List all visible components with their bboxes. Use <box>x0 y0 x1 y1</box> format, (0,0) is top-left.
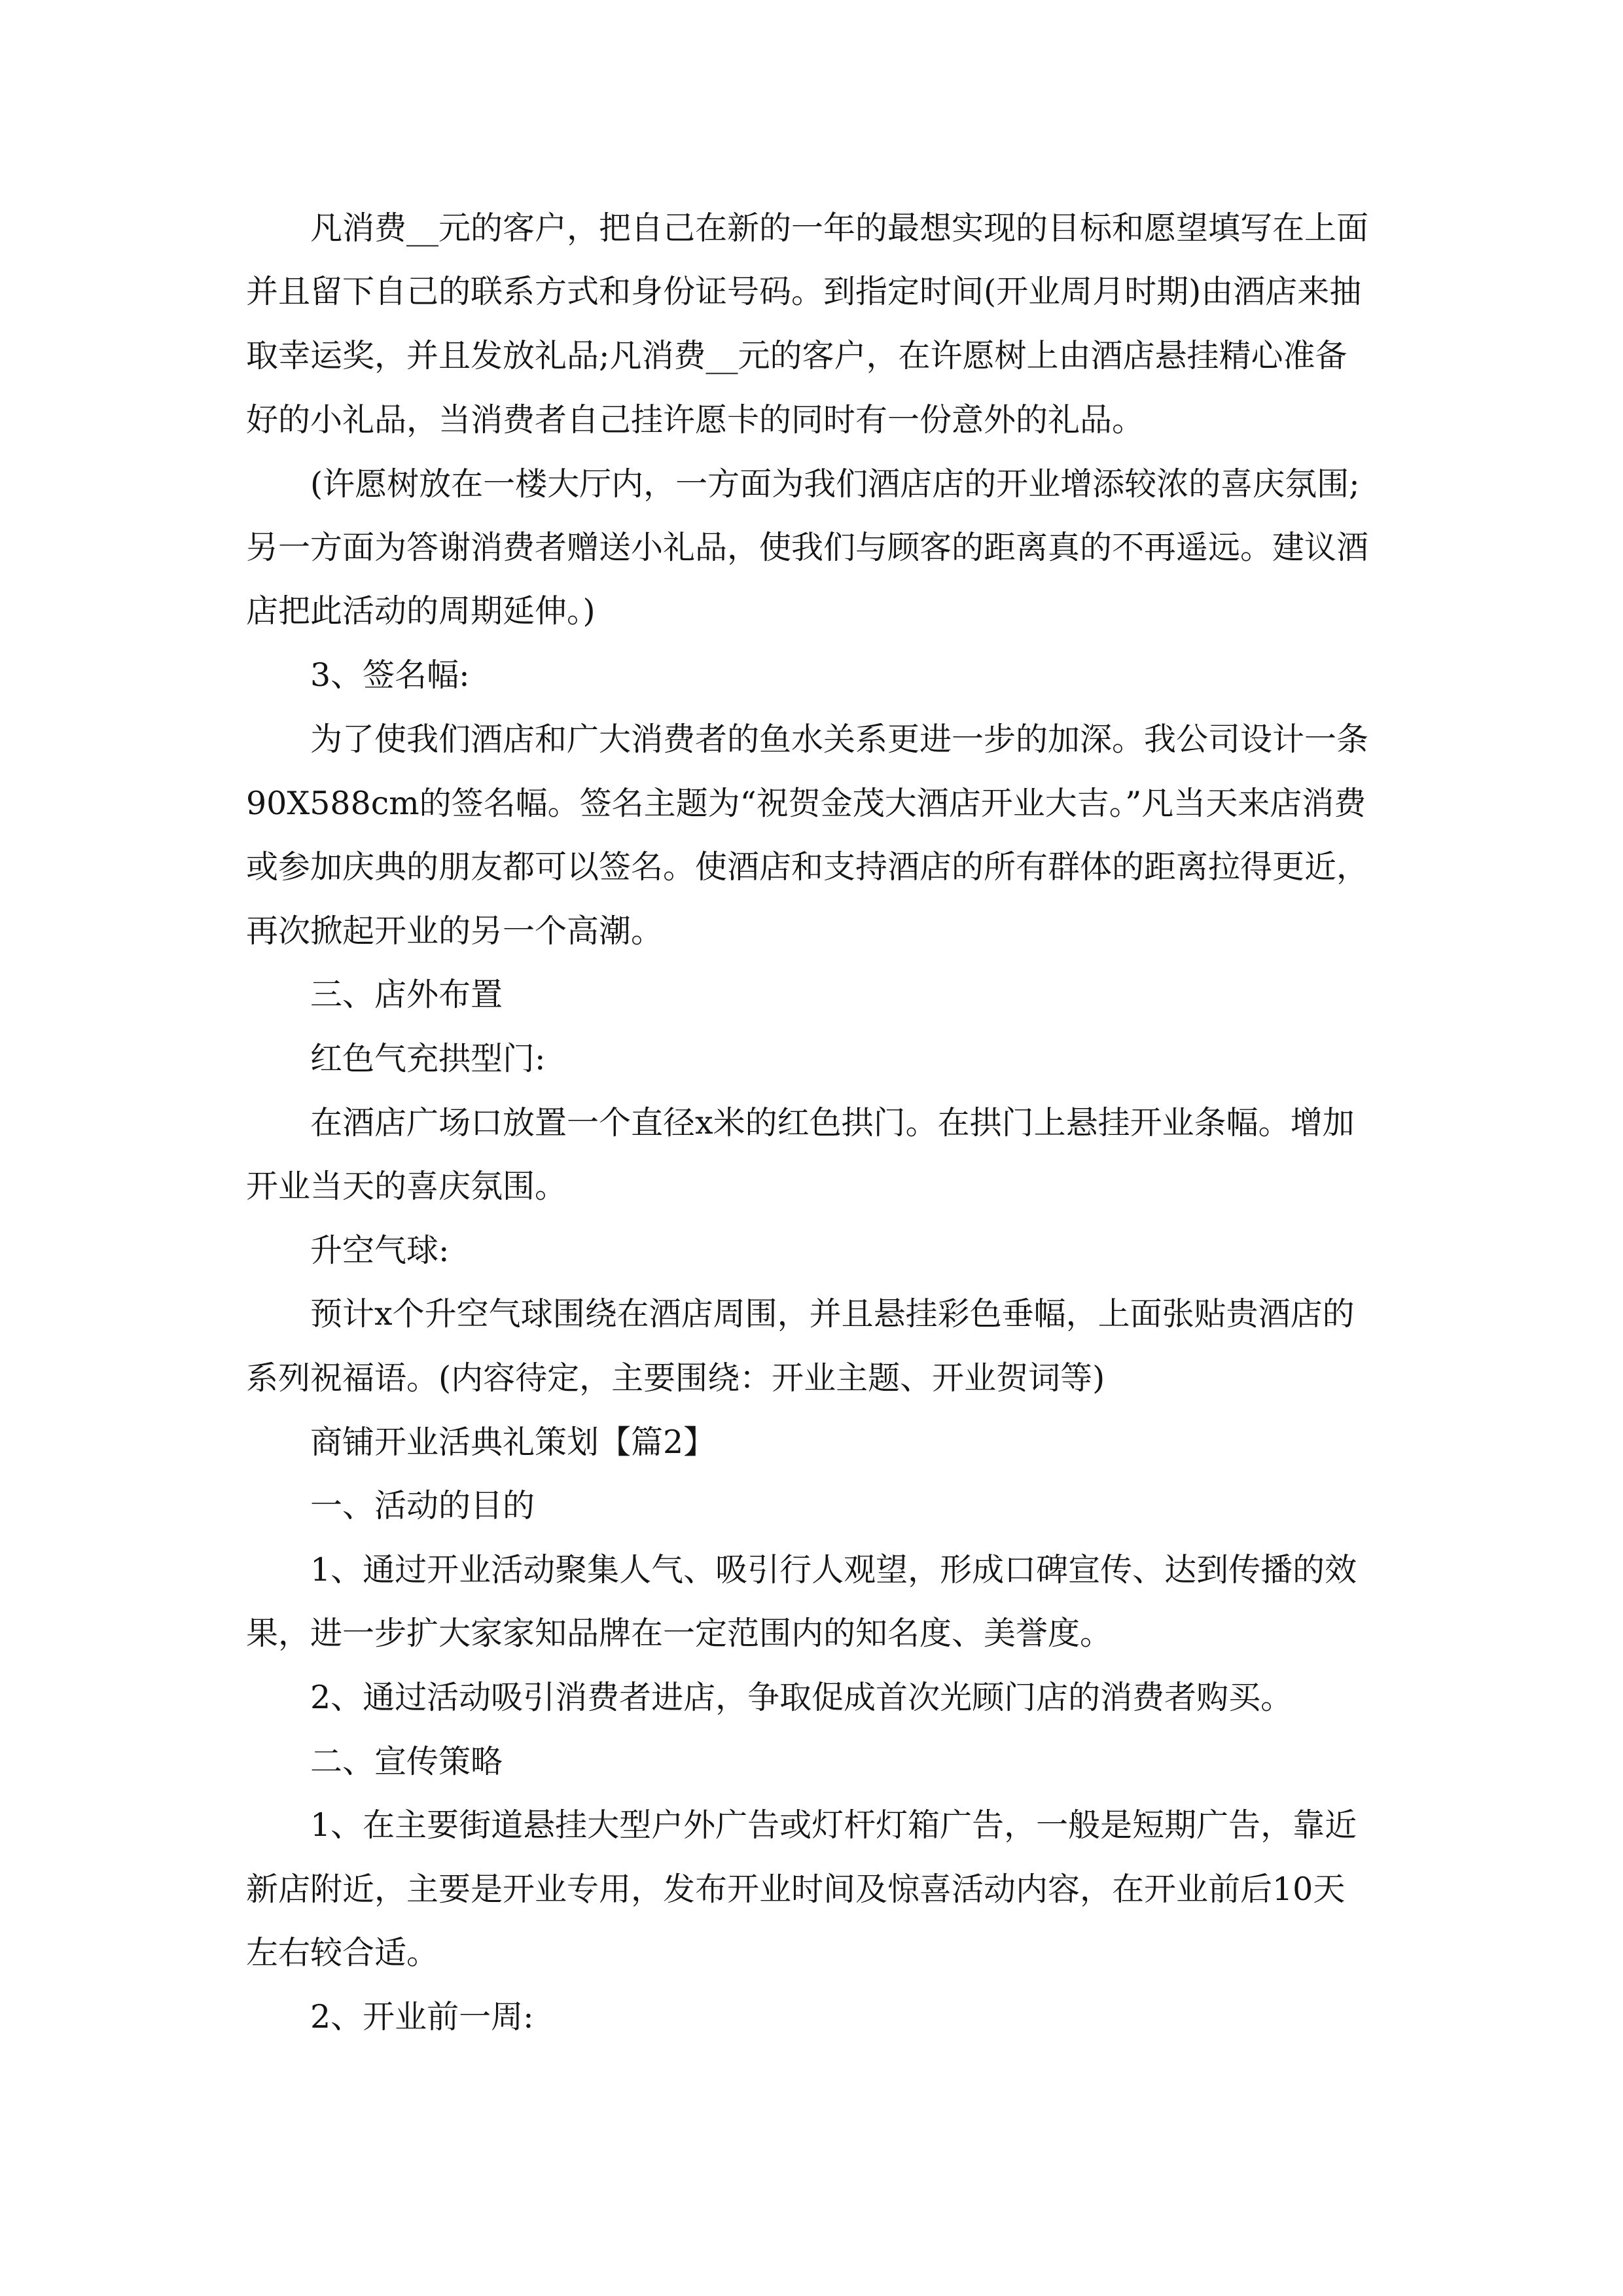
paragraph-signature-line-2: 90X588cm的签名幅。签名主题为“祝贺金茂大酒店开业大吉。”凡当天来店消费 <box>246 785 1366 822</box>
paragraph-wish-tree-note-line-3: 店把此活动的周期延伸。) <box>246 592 596 630</box>
heading-promotion-strategy: 二、宣传策略 <box>310 1743 503 1780</box>
paragraph-balloons-line-2: 系列祝福语。(内容待定，主要围绕：开业主题、开业贺词等) <box>246 1359 1105 1397</box>
paragraph-red-arch-line-2: 开业当天的喜庆氛围。 <box>246 1168 567 1205</box>
paragraph-strategy-1-line-3: 左右较合适。 <box>246 1934 439 1971</box>
heading-balloons: 升空气球: <box>310 1232 450 1269</box>
paragraph-wish-tree-line-4: 好的小礼品，当消费者自己挂许愿卡的同时有一份意外的礼品。 <box>246 401 1145 439</box>
paragraph-strategy-2: 2、开业前一周: <box>310 1998 534 2036</box>
paragraph-strategy-1-line-1: 1、在主要街道悬挂大型户外广告或灯杆灯箱广告，一般是短期广告，靠近 <box>310 1806 1357 1844</box>
paragraph-purpose-1-line-2: 果，进一步扩大家家知品牌在一定范围内的知名度、美誉度。 <box>246 1615 1113 1652</box>
paragraph-wish-tree-line-3: 取幸运奖，并且发放礼品;凡消费__元的客户，在许愿树上由酒店悬挂精心准备 <box>246 337 1347 374</box>
paragraph-wish-tree-line-1: 凡消费__元的客户，把自己在新的一年的最想实现的目标和愿望填写在上面 <box>310 209 1369 247</box>
paragraph-red-arch-line-1: 在酒店广场口放置一个直径x米的红色拱门。在拱门上悬挂开业条幅。增加 <box>310 1104 1355 1141</box>
heading-signature-banner: 3、签名幅: <box>310 656 470 694</box>
paragraph-signature-line-3: 或参加庆典的朋友都可以签名。使酒店和支持酒店的所有群体的距离拉得更近， <box>246 848 1369 886</box>
paragraph-wish-tree-line-2: 并且留下自己的联系方式和身份证号码。到指定时间(开业周月时期)由酒店来抽 <box>246 273 1362 310</box>
paragraph-purpose-1-line-1: 1、通过开业活动聚集人气、吸引行人观望，形成口碑宣传、达到传播的效 <box>310 1551 1357 1588</box>
heading-purpose: 一、活动的目的 <box>310 1487 535 1524</box>
paragraph-signature-line-4: 再次掀起开业的另一个高潮。 <box>246 912 664 950</box>
paragraph-wish-tree-note-line-1: (许愿树放在一楼大厅内，一方面为我们酒店店的开业增添较浓的喜庆氛围; <box>310 465 1360 503</box>
paragraph-purpose-2: 2、通过活动吸引消费者进店，争取促成首次光顾门店的消费者购买。 <box>310 1679 1293 1716</box>
paragraph-signature-line-1: 为了使我们酒店和广大消费者的鱼水关系更进一步的加深。我公司设计一条 <box>310 721 1369 758</box>
paragraph-wish-tree-note-line-2: 另一方面为答谢消费者赠送小礼品，使我们与顾客的距离真的不再遥远。建议酒 <box>246 529 1369 566</box>
paragraph-strategy-1-line-2: 新店附近，主要是开业专用，发布开业时间及惊喜活动内容，在开业前后10天 <box>246 1871 1346 1908</box>
heading-red-arch: 红色气充拱型门: <box>310 1040 546 1077</box>
heading-part-2-title: 商铺开业活典礼策划【篇2】 <box>310 1424 716 1461</box>
paragraph-balloons-line-1: 预计x个升空气球围绕在酒店周围，并且悬挂彩色垂幅，上面张贴贵酒店的 <box>310 1295 1355 1333</box>
heading-outdoor-layout: 三、店外布置 <box>310 976 503 1013</box>
